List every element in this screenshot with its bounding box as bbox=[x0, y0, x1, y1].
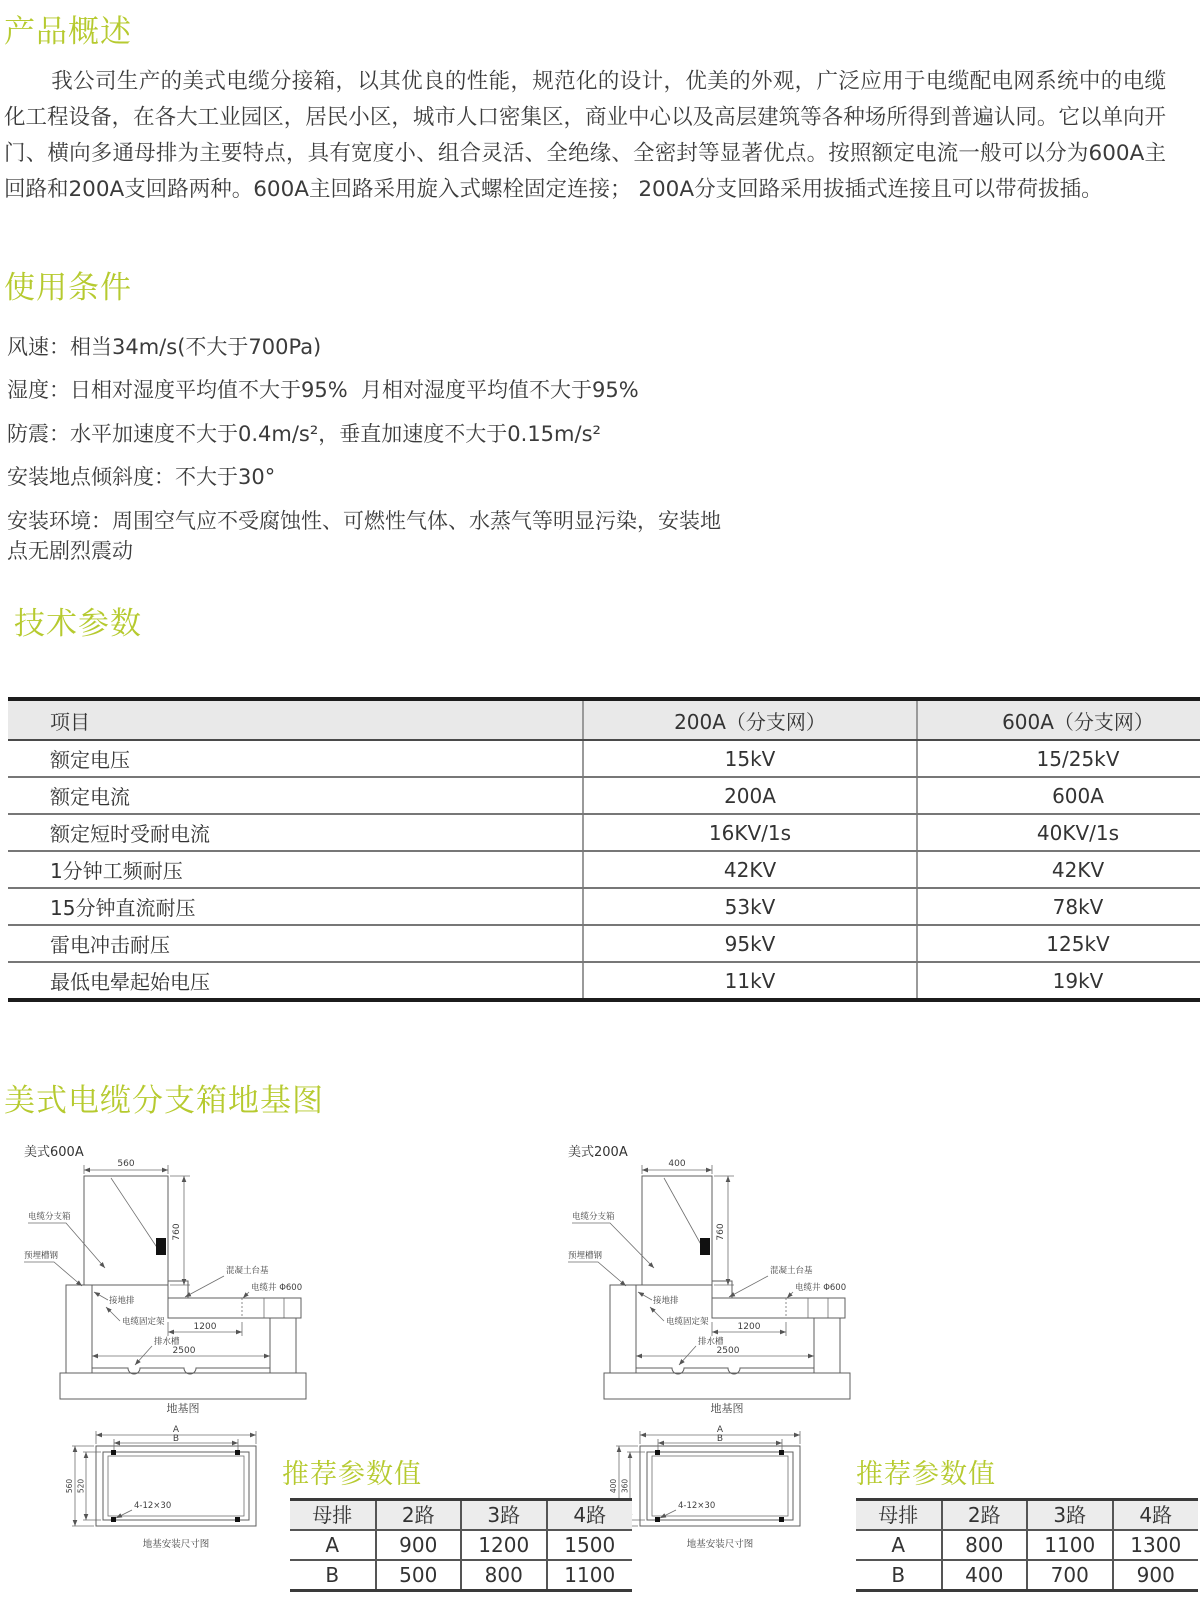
tech-header-200a: 200A（分支网） bbox=[583, 699, 917, 740]
plan-caption: 地基安装尺寸图 bbox=[142, 1539, 210, 1550]
table-cell: 额定电压 bbox=[8, 740, 583, 777]
bolt-mark bbox=[235, 1450, 240, 1455]
table-cell: B bbox=[325, 1563, 340, 1587]
table-cell: 1300 bbox=[1113, 1530, 1199, 1560]
bolt-mark bbox=[779, 1450, 784, 1455]
param-header-row bbox=[856, 1500, 1198, 1531]
param-row-b bbox=[856, 1560, 1198, 1591]
table-cell: 母排 bbox=[290, 1500, 376, 1531]
elevation-caption: 地基图 bbox=[710, 1402, 744, 1415]
dim-slab: 1200 bbox=[193, 1322, 217, 1332]
cabinet-outline bbox=[642, 1176, 712, 1285]
dim-plan-inner: 520 bbox=[76, 1478, 86, 1494]
table-cell: 900 bbox=[1113, 1560, 1199, 1591]
dim-a: A bbox=[172, 1425, 180, 1435]
ground-base bbox=[604, 1373, 850, 1399]
dim-plan-outer: 400 bbox=[609, 1478, 618, 1494]
bolt-mark bbox=[111, 1450, 116, 1455]
foundation-heading: 美式电缆分支箱地基图 bbox=[4, 1083, 324, 1119]
plan-outer-rect bbox=[640, 1446, 800, 1526]
right-wall-bricks bbox=[270, 1318, 296, 1373]
label-embedded-channel: 预埋槽钢 bbox=[24, 1251, 59, 1261]
table-cell: 4路 bbox=[1113, 1500, 1199, 1531]
param-row-a bbox=[290, 1530, 632, 1560]
table-cell: 3路 bbox=[461, 1500, 547, 1531]
table-cell: A bbox=[290, 1530, 376, 1560]
ground-base bbox=[60, 1373, 306, 1399]
overview-paragraph: 我公司生产的美式电缆分接箱，以其优良的性能，规范化的设计，优美的外观，广泛应用于电缆配电网系统中的电缆化工程设备，在各大工业园区，居民小区，城市人口密集区，商业中心以及高层建筑等各种场所得到普遍认同。它以单向开门、横向多通母排为主要特点，具有宽度小、组合灵活、全绝缘、全密封等显著优点。按照额定电流一般可以分为600A主回路和200A支回路两种。600A主回路采用旋入式螺栓固定连接； 200A分支回路采用拔插式连接且可以带荷拔插。 bbox=[4, 69, 1166, 202]
table-cell: 19kV bbox=[917, 962, 1200, 1000]
tech-row-lightning-impulse bbox=[8, 925, 1200, 962]
table-cell: 15kV bbox=[583, 740, 917, 777]
param-row-a bbox=[856, 1530, 1198, 1560]
table-cell: 额定电流 bbox=[8, 777, 583, 814]
left-wall-bricks bbox=[610, 1285, 636, 1373]
label-drain-channel: 排水槽 bbox=[154, 1337, 180, 1347]
diagram-title: 美式200A bbox=[568, 1145, 628, 1160]
dim-cabinet-width: 560 bbox=[117, 1159, 135, 1169]
param-table-200a bbox=[856, 1498, 1198, 1592]
table-cell: 雷电冲击耐压 bbox=[8, 925, 583, 962]
table-cell: 2路 bbox=[376, 1500, 462, 1531]
table-cell: 40KV/1s bbox=[917, 814, 1200, 851]
elevation-caption: 地基图 bbox=[166, 1402, 200, 1415]
bolt-mark bbox=[111, 1517, 116, 1522]
tech-header-row bbox=[8, 699, 1200, 740]
table-cell: 600A bbox=[917, 777, 1200, 814]
dim-total: 2500 bbox=[716, 1346, 740, 1356]
conditions-list bbox=[7, 332, 731, 580]
bolt-mark bbox=[655, 1450, 660, 1455]
table-cell: 500 bbox=[376, 1560, 462, 1591]
table-cell: 700 bbox=[1027, 1560, 1113, 1591]
table-cell: 3路 bbox=[1027, 1500, 1113, 1531]
table-cell: 1200 bbox=[461, 1530, 547, 1560]
elevation-view bbox=[568, 1159, 850, 1415]
dim-total: 2500 bbox=[172, 1346, 196, 1356]
tech-params-table bbox=[8, 697, 1200, 1002]
dim-cabinet-width: 400 bbox=[668, 1159, 686, 1169]
tech-row-rated-voltage bbox=[8, 740, 1200, 777]
table-cell: 78kV bbox=[917, 888, 1200, 925]
plan-caption: 地基安装尺寸图 bbox=[686, 1539, 754, 1550]
condition-environment: 安装环境：周围空气应不受腐蚀性、可燃性气体、水蒸气等明显污染，安装地点无剧烈震动 bbox=[7, 508, 721, 564]
plan-outer-rect bbox=[96, 1446, 256, 1526]
dim-b: B bbox=[716, 1434, 724, 1444]
concrete-slab bbox=[712, 1298, 845, 1318]
tech-params-heading: 技术参数 bbox=[14, 606, 142, 642]
tech-row-rated-current bbox=[8, 777, 1200, 814]
param-row-b bbox=[290, 1560, 632, 1591]
left-wall-bricks bbox=[66, 1285, 92, 1373]
dim-cabinet-height: 760 bbox=[172, 1223, 182, 1241]
param-table-600a bbox=[290, 1498, 632, 1592]
table-cell: 900 bbox=[376, 1530, 462, 1560]
table-cell: 2路 bbox=[942, 1500, 1028, 1531]
table-cell: 最低电晕起始电压 bbox=[50, 970, 210, 994]
label-concrete-base: 混凝土台基 bbox=[226, 1266, 269, 1276]
table-cell: 800 bbox=[461, 1560, 547, 1591]
cabinet-latch bbox=[700, 1238, 710, 1255]
cabinet-outline bbox=[84, 1176, 168, 1285]
label-drain-channel: 排水槽 bbox=[698, 1337, 724, 1347]
elevation-view bbox=[24, 1159, 306, 1415]
table-cell: 1分钟工频耐压 bbox=[8, 851, 583, 888]
table-cell: 200A bbox=[583, 777, 917, 814]
cabinet-diagonal bbox=[111, 1178, 160, 1252]
table-cell: 95kV bbox=[583, 925, 917, 962]
tech-header-600a: 600A（分支网） bbox=[917, 699, 1200, 740]
table-cell: 53kV bbox=[583, 888, 917, 925]
tech-row-power-freq-withstand bbox=[8, 851, 1200, 888]
label-embedded-channel: 预埋槽钢 bbox=[568, 1251, 603, 1261]
table-cell: 1500 bbox=[547, 1530, 633, 1560]
dim-plan-outer: 560 bbox=[65, 1478, 74, 1494]
dim-cabinet-height: 760 bbox=[716, 1223, 726, 1241]
bolt-note: 4-12×30 bbox=[134, 1501, 172, 1511]
table-cell: B bbox=[891, 1563, 906, 1587]
plan-view bbox=[609, 1425, 800, 1550]
table-cell: 15/25kV bbox=[917, 740, 1200, 777]
tech-row-corona-voltage bbox=[8, 962, 1200, 1000]
label-cable-fix-bracket: 电缆固定架 bbox=[122, 1317, 165, 1327]
table-cell: 4路 bbox=[547, 1500, 633, 1531]
label-cable-well: 电缆井 Φ600 bbox=[251, 1283, 303, 1293]
bolt-note: 4-12×30 bbox=[678, 1501, 716, 1511]
overview-heading: 产品概述 bbox=[4, 14, 132, 50]
plan-view bbox=[65, 1425, 256, 1550]
label-ground-bar: 接地排 bbox=[109, 1296, 135, 1306]
table-cell: A bbox=[856, 1530, 942, 1560]
cabinet-latch bbox=[156, 1238, 166, 1255]
condition-tilt: 安装地点倾斜度：不大于30° bbox=[7, 465, 276, 490]
table-cell: 15分钟直流耐压 bbox=[8, 888, 583, 925]
label-cable-branch-box: 电缆分支箱 bbox=[572, 1212, 615, 1222]
label-cable-branch-box: 电缆分支箱 bbox=[28, 1212, 71, 1222]
condition-humidity: 湿度：日相对湿度平均值不大于95% 月相对湿度平均值不大于95% bbox=[7, 378, 639, 403]
table-cell: 42KV bbox=[583, 851, 917, 888]
dim-slab: 1200 bbox=[737, 1322, 761, 1332]
dim-plan-inner: 360 bbox=[620, 1478, 630, 1494]
condition-quake: 防震：水平加速度不大于0.4m/s²，垂直加速度不大于0.15m/s² bbox=[7, 421, 601, 446]
table-cell: 1100 bbox=[547, 1560, 633, 1591]
dim-a: A bbox=[716, 1425, 724, 1435]
table-cell: 额定短时受耐电流 bbox=[8, 814, 583, 851]
param-table-2-heading: 推荐参数值 bbox=[856, 1459, 996, 1490]
tech-row-dc-withstand bbox=[8, 888, 1200, 925]
table-cell: 1100 bbox=[1027, 1530, 1113, 1560]
table-cell: 400 bbox=[942, 1560, 1028, 1591]
table-cell: 母排 bbox=[856, 1500, 942, 1531]
table-cell: 42KV bbox=[917, 851, 1200, 888]
label-cable-well: 电缆井 Φ600 bbox=[795, 1283, 847, 1293]
bolt-mark bbox=[655, 1517, 660, 1522]
table-cell: 125kV bbox=[917, 925, 1200, 962]
diagram-title: 美式600A bbox=[24, 1145, 84, 1160]
table-cell: 16KV/1s bbox=[583, 814, 917, 851]
bolt-mark bbox=[779, 1517, 784, 1522]
tech-header-item: 项目 bbox=[8, 699, 583, 740]
param-table-1-heading: 推荐参数值 bbox=[282, 1459, 422, 1490]
condition-wind: 风速：相当34m/s(不大于700Pa) bbox=[7, 335, 322, 359]
tech-row-short-time-current bbox=[8, 814, 1200, 851]
label-ground-bar: 接地排 bbox=[653, 1296, 679, 1306]
bolt-mark bbox=[235, 1517, 240, 1522]
concrete-slab bbox=[168, 1298, 301, 1318]
table-cell: 11kV bbox=[583, 962, 917, 1000]
right-wall-bricks bbox=[814, 1318, 840, 1373]
param-header-row bbox=[290, 1500, 632, 1531]
cabinet-diagonal bbox=[664, 1178, 704, 1250]
foundation-diagram-600a bbox=[8, 1140, 328, 1570]
conditions-heading: 使用条件 bbox=[4, 270, 132, 306]
label-concrete-base: 混凝土台基 bbox=[770, 1266, 813, 1276]
table-cell: 800 bbox=[942, 1530, 1028, 1560]
label-cable-fix-bracket: 电缆固定架 bbox=[666, 1317, 709, 1327]
dim-b: B bbox=[172, 1434, 180, 1444]
